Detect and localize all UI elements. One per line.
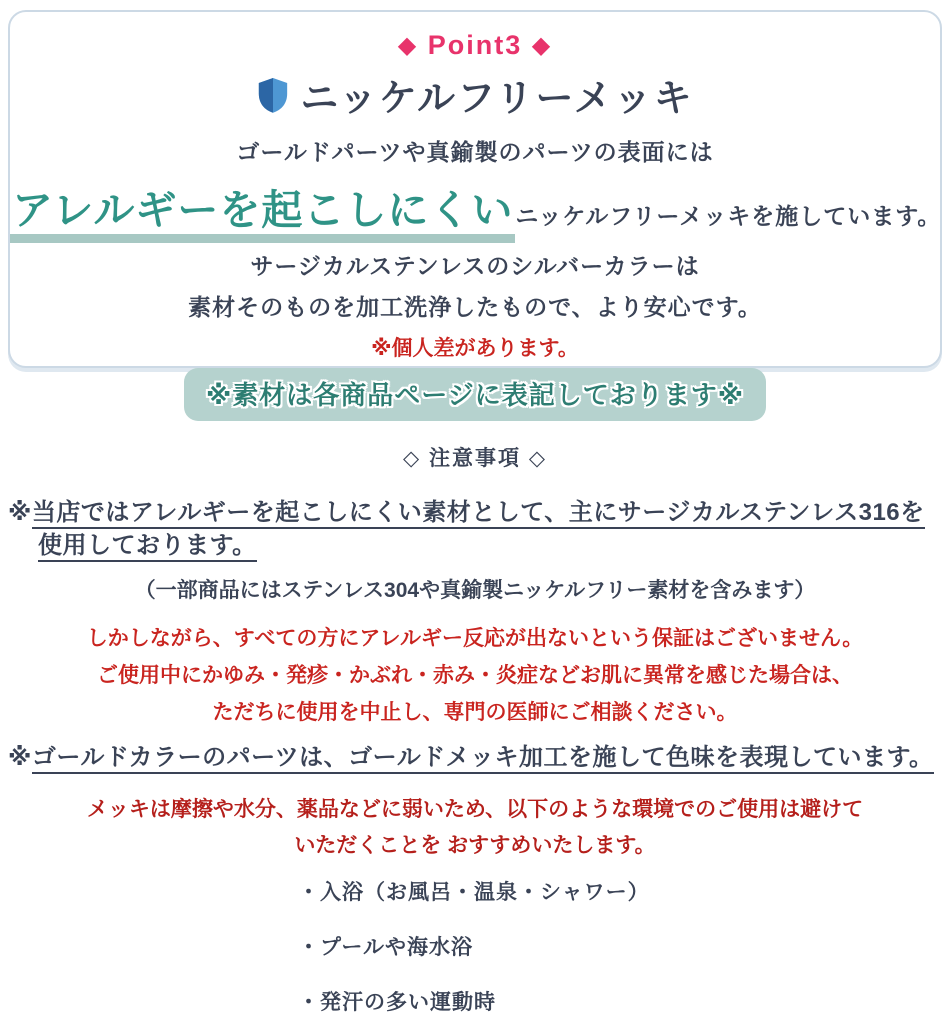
allergy-warning-line: ご使用中にかゆみ・発疹・かぶれ・赤み・炎症などお肌に異常を感じた場合は、 bbox=[97, 664, 853, 687]
list-item: ・入浴（お風呂・温泉・シャワー） bbox=[298, 881, 650, 904]
card-line-1: ゴールドパーツや真鍮製のパーツの表面には bbox=[236, 139, 714, 165]
asterisk-marker: ※ bbox=[8, 744, 32, 771]
allergy-warning-line: ただちに使用を中止し、専門の医師にご相談ください。 bbox=[212, 701, 738, 724]
allergy-suffix: ニッケルフリーメッキを施しています。 bbox=[515, 203, 942, 229]
allergy-warning-block bbox=[0, 620, 950, 731]
diamond-icon: ◆ bbox=[397, 32, 419, 59]
plating-warning-line: メッキは摩擦や水分、薬品などに弱いため、以下のような環境でのご使用は避けて bbox=[86, 798, 864, 821]
material-note-pill: ※素材は各商品ページに表記しております※ bbox=[184, 368, 766, 421]
notice-item-gold bbox=[8, 741, 942, 774]
notice-item-stainless bbox=[8, 496, 942, 562]
plating-warning-line: いただくことを おすすめいたします。 bbox=[294, 834, 656, 857]
point3-card bbox=[8, 10, 942, 410]
shield-icon bbox=[256, 76, 290, 114]
allergy-row bbox=[10, 177, 940, 236]
point3-badge bbox=[10, 30, 940, 61]
avoid-environment-list bbox=[298, 876, 950, 1016]
plating-warning-block bbox=[0, 792, 950, 864]
notice-item-gold-text: ゴールドカラーのパーツは、ゴールドメッキ加工を施して色味を表現しています。 bbox=[32, 744, 934, 774]
allergy-highlight: アレルギーを起こしにくい bbox=[10, 187, 515, 243]
card-line-2: サージカルステンレスのシルバーカラーは bbox=[250, 253, 700, 279]
notice-heading: ◇ 注意事項 ◇ bbox=[403, 447, 547, 470]
list-item: ・発汗の多い運動時 bbox=[298, 991, 496, 1014]
allergy-warning-line: しかしながら、すべての方にアレルギー反応が出ないという保証はございません。 bbox=[86, 627, 864, 650]
individual-difference-note: ※個人差があります。 bbox=[371, 337, 579, 360]
diamond-icon: ◆ bbox=[531, 32, 553, 59]
card-line-3: 素材そのものを加工洗浄したもので、より安心です。 bbox=[188, 294, 762, 320]
asterisk-marker: ※ bbox=[8, 499, 32, 526]
card-title: ニッケルフリーメッキ bbox=[300, 78, 694, 120]
notice-item-stainless-text: 当店ではアレルギーを起こしにくい素材として、主にサージカルステンレス316を使用しております。 bbox=[32, 499, 925, 562]
notice-section bbox=[0, 442, 950, 1016]
notice-sub-materials: （一部商品にはステンレス304や真鍮製ニッケルフリー素材を含みます） bbox=[134, 579, 816, 602]
list-item: ・プールや海水浴 bbox=[298, 936, 473, 959]
point3-badge-label: Point3 bbox=[427, 30, 523, 60]
card-title-row bbox=[10, 67, 940, 122]
